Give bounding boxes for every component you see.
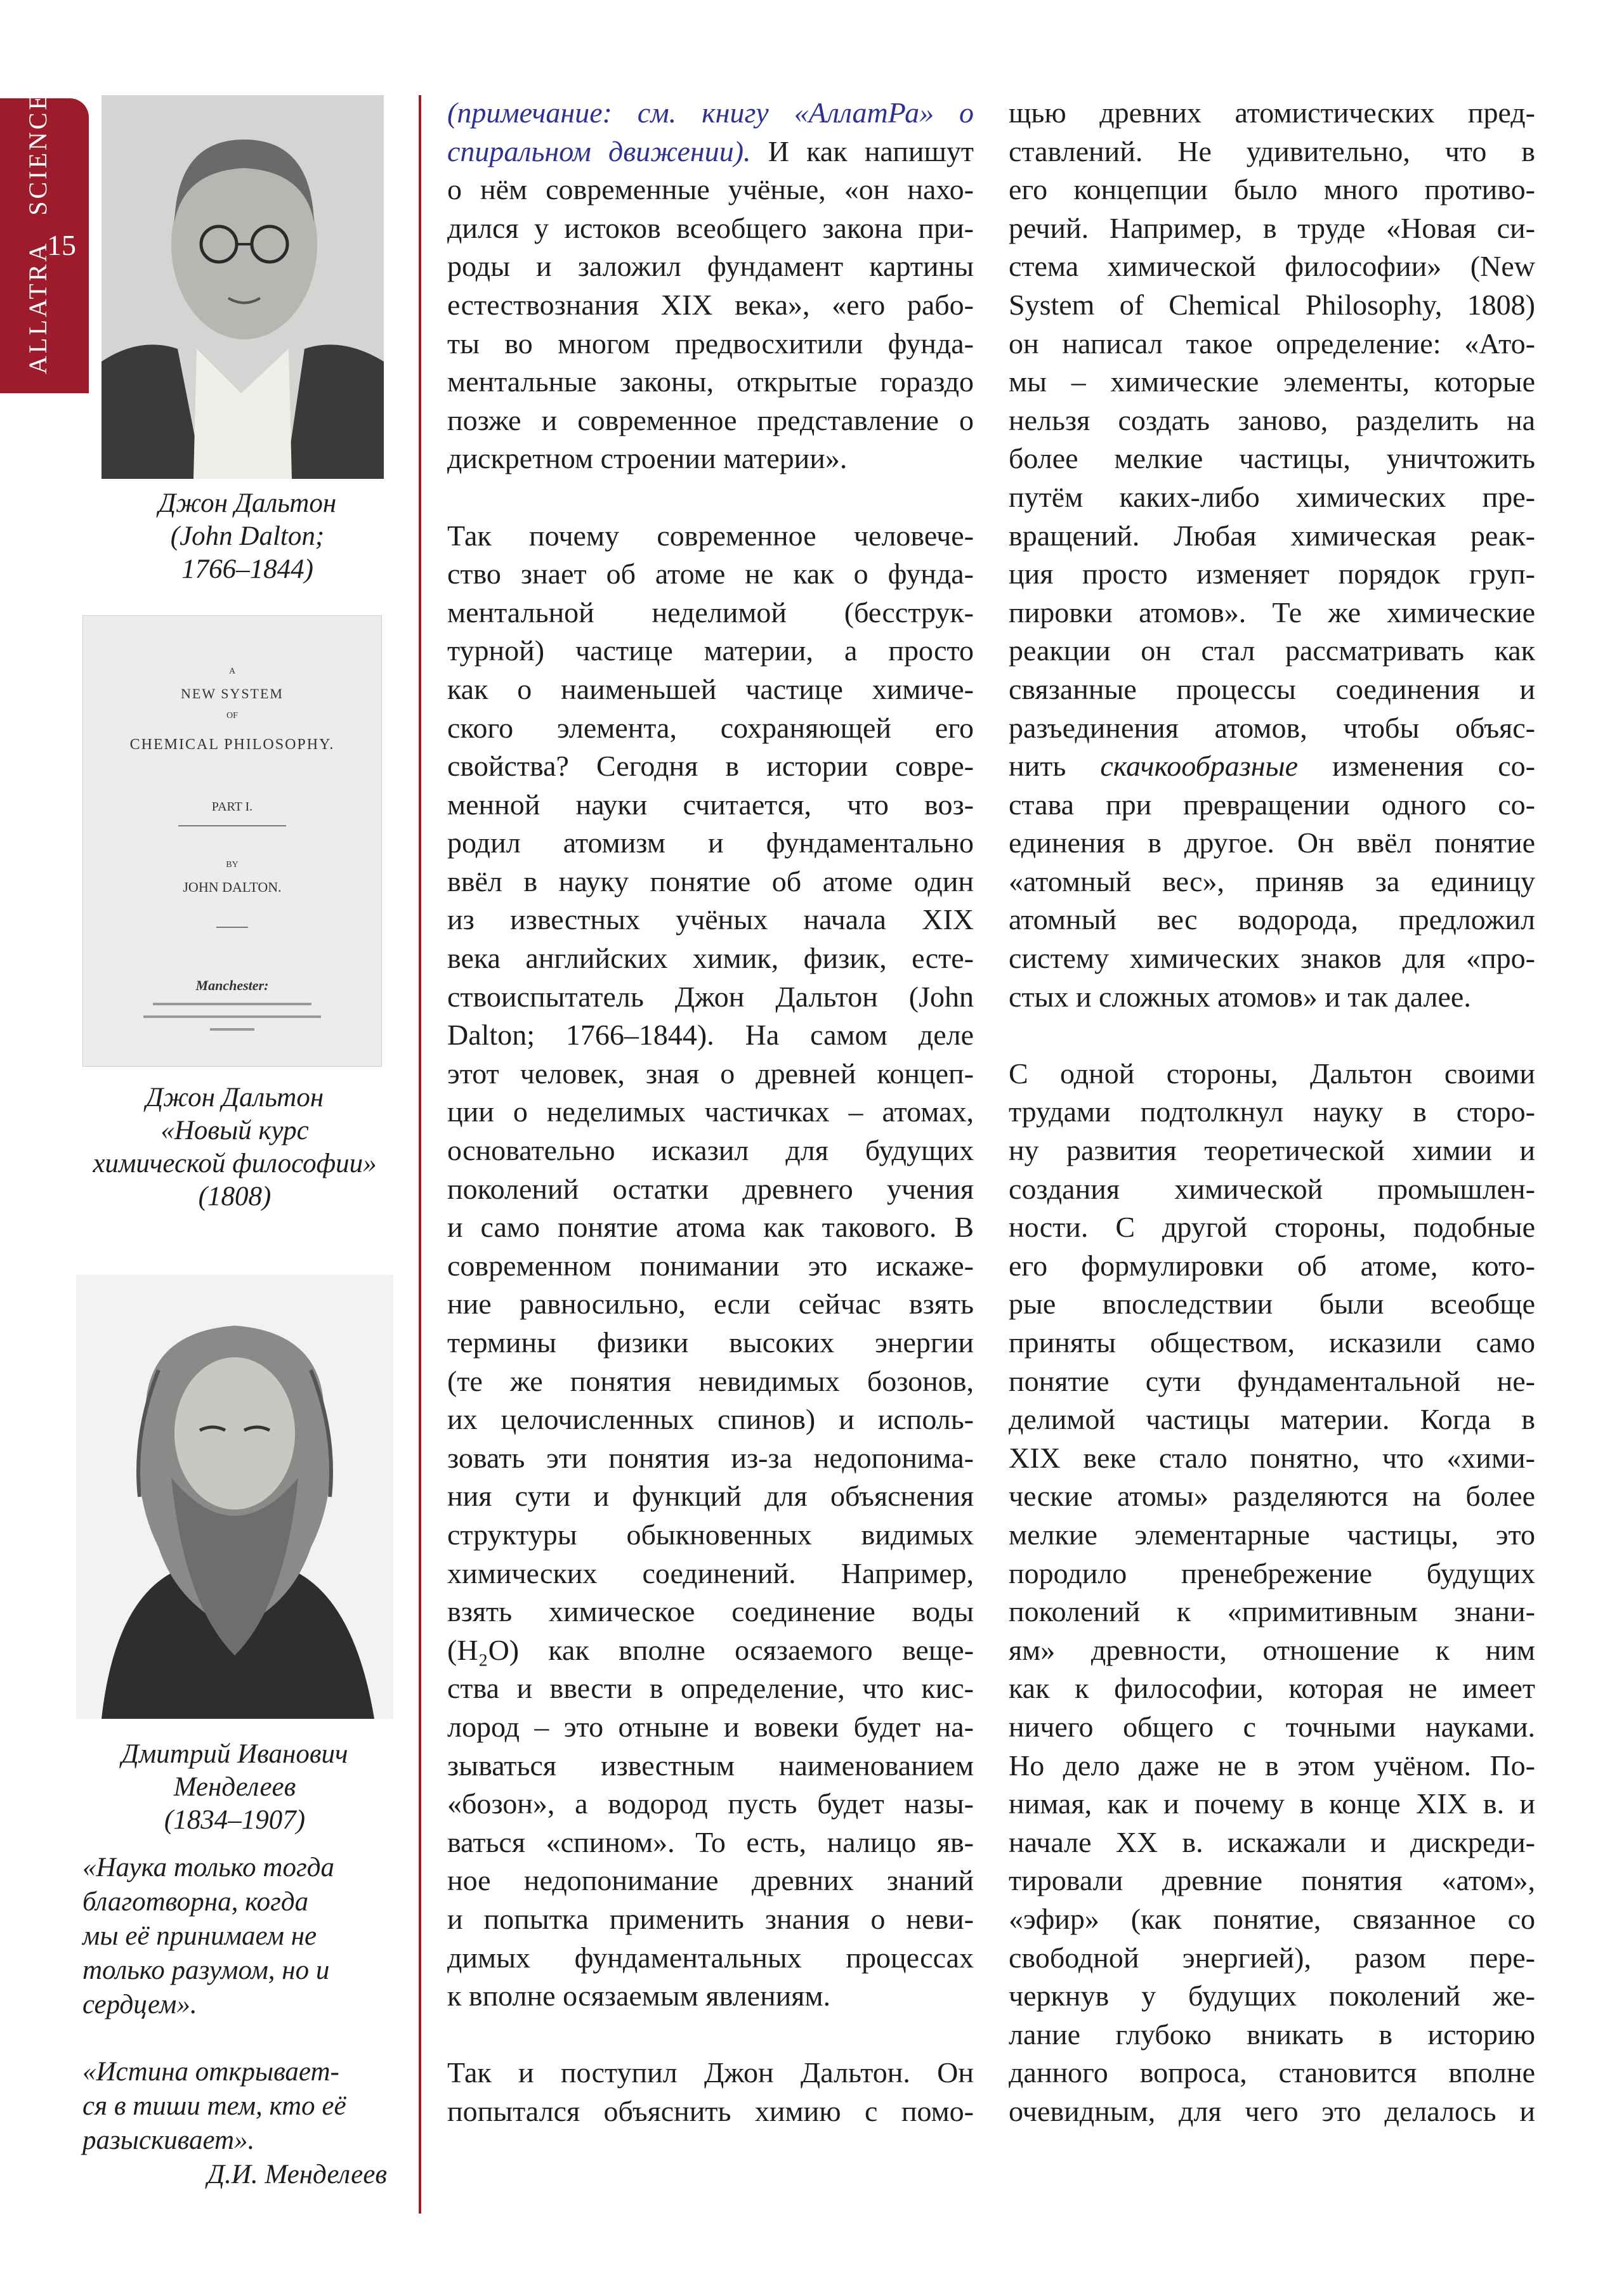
- text-line: реакции он стал рассматривать как: [1009, 634, 1535, 667]
- text-line: из известных учёных начала XIX: [447, 903, 974, 936]
- imprint-line: [153, 1003, 311, 1005]
- book-title-page: [82, 615, 382, 1067]
- mendeleev-caption: [89, 1738, 381, 1837]
- text-line: ям» древности, отношение к ним: [1009, 1633, 1535, 1666]
- text-line: термины физики высоких энергии: [447, 1326, 974, 1359]
- title-page-line: BY: [226, 860, 239, 870]
- imprint-line: [143, 1015, 321, 1018]
- caption-line: Дмитрий Иванович: [121, 1739, 348, 1769]
- text-line: вращений. Любая химическая реак-: [1009, 519, 1535, 552]
- mendeleev-portrait-image: [76, 1275, 393, 1719]
- text-line: рые впоследствии были всеобще: [1009, 1288, 1535, 1321]
- book-caption: [76, 1081, 393, 1213]
- text-line: пировки атомов». Те же химические: [1009, 596, 1535, 629]
- text-line: их целочисленных спинов) и исполь-: [447, 1403, 974, 1436]
- text-line: тировали древние понятия «атом»,: [1009, 1864, 1535, 1897]
- quote-line: благотворна, когда: [82, 1887, 309, 1917]
- text-line: как к философии, которая не имеет: [1009, 1672, 1535, 1705]
- caption-line: Джон Дальтон: [145, 1083, 324, 1112]
- text-line: Но дело даже не в этом учёном. По-: [1009, 1749, 1535, 1782]
- book-reference: спиральном движении).: [447, 134, 751, 167]
- text-line: естествознания XIX века», «его рабо-: [447, 288, 974, 321]
- quote-line: «Истина открывает-: [82, 2057, 339, 2087]
- dalton-caption: [114, 487, 381, 586]
- mendeleev-quote-2: [82, 2055, 387, 2192]
- imprint-line: [210, 1028, 254, 1031]
- text-line: ты во многом предвосхитили фунда-: [447, 327, 974, 360]
- text-line: систему химических знаков для «про-: [1009, 942, 1535, 975]
- text-line: его формулировки об атоме, кото-: [1009, 1249, 1535, 1282]
- text-line: более мелкие частицы, уничтожить: [1009, 442, 1535, 475]
- text-line: свободной энергией), разом пере-: [1009, 1941, 1535, 1974]
- brand-label: ALLATRA: [23, 240, 52, 374]
- text-line: ментальной неделимой (бесструк-: [447, 596, 974, 629]
- quote-line: разыскивает».: [82, 2125, 255, 2155]
- title-page-rule: [178, 825, 286, 826]
- text-line: «атомный вес», приняв за единицу: [1009, 864, 1535, 897]
- text-line: стых и сложных атомов» и так далее.: [1009, 980, 1471, 1013]
- text-line: «бозон», а водород пусть будет назы-: [447, 1787, 974, 1820]
- text-line: как о наименьшей частице химиче-: [447, 672, 974, 705]
- text-line: к вполне осязаемым явлениям.: [447, 1980, 831, 2012]
- text-line: ничего общего с точными науками.: [1009, 1710, 1535, 1743]
- text-line: поколений остатки древнего учения: [447, 1172, 974, 1205]
- text-line: позже и современное представление о: [447, 403, 974, 436]
- text-line: породило пренебрежение будущих: [1009, 1556, 1535, 1589]
- text-span: нить: [1009, 750, 1101, 783]
- mendeleev-quote-1: [82, 1851, 387, 2022]
- text-line: System of Chemical Philosophy, 1808): [1009, 288, 1535, 321]
- section-label: SCIENCE: [23, 92, 52, 216]
- text-line: ского элемента, сохраняющей его: [447, 711, 974, 744]
- text-line: делимой частицы материи. Когда в: [1009, 1403, 1535, 1436]
- title-page-rule: [216, 927, 248, 928]
- text-line: атомный вес водорода, предложил: [1009, 903, 1535, 936]
- text-line: черкнув у будущих поколений же-: [1009, 1980, 1535, 2012]
- text-line: зовать эти понятия из-за недопонима-: [447, 1441, 974, 1474]
- text-line: химических соединений. Например,: [447, 1556, 974, 1589]
- text-line: и попытка применить знания о неви-: [447, 1902, 974, 1935]
- text-line: XIX веке стало понятно, что «хими-: [1009, 1441, 1535, 1474]
- text-line: С одной стороны, Дальтон своими: [1009, 1057, 1535, 1090]
- text-line: ния сути и функций для объяснения: [447, 1480, 974, 1513]
- caption-line: химической философии»: [93, 1149, 377, 1178]
- text-line: структуры обыкновенных видимых: [447, 1518, 974, 1551]
- title-page-line: JOHN DALTON.: [183, 879, 282, 895]
- text-line: става при превращении одного со-: [1009, 788, 1535, 821]
- text-line: создания химической промышлен-: [1009, 1172, 1535, 1205]
- text-line: ство знает об атоме не как о фунда-: [447, 558, 974, 590]
- text-line: поколений к «примитивным знани-: [1009, 1595, 1535, 1628]
- title-page-line: Manchester:: [195, 977, 269, 993]
- text-line: очевидным, для чего это делалось и: [1009, 2094, 1535, 2127]
- text-line: ввёл в науку понятие об атоме один: [447, 864, 974, 897]
- quote-line: только разумом, но и: [82, 1955, 330, 1985]
- title-page-line: NEW SYSTEM: [181, 686, 284, 701]
- text-line: ну развития теоретической химии и: [1009, 1134, 1535, 1167]
- text-line: ствоиспытатель Джон Дальтон (John: [447, 980, 974, 1013]
- text-line: [447, 133, 974, 171]
- title-page-line: PART I.: [211, 800, 253, 814]
- page-number: 15: [47, 229, 76, 261]
- article-column-right: [1009, 94, 1535, 2130]
- quote-line: сердцем».: [82, 1990, 197, 2019]
- emphasis-word: скачкообразные: [1100, 750, 1299, 783]
- text-line: ция просто изменяет порядок груп-: [1009, 558, 1535, 590]
- text-line: основательно исказил для будущих: [447, 1134, 974, 1167]
- text-line: ваться «спином». То есть, налицо яв-: [447, 1825, 974, 1858]
- title-page-line: OF: [226, 711, 238, 721]
- quote-signature: Д.И. Менделеев: [207, 2160, 387, 2189]
- text-line: менной науки считается, что воз-: [447, 788, 974, 821]
- text-line: понятие сути фундаментальной не-: [1009, 1364, 1535, 1397]
- quote-line: ся в тиши тем, кто её: [82, 2091, 346, 2121]
- text-line: и само понятие атома как такового. В: [447, 1211, 974, 1244]
- text-line: Так почему современное человече-: [447, 519, 974, 552]
- text-line: (H₂O) как вполне осязаемого веще-: [447, 1633, 974, 1666]
- quote-line: мы её принимаем не: [82, 1921, 317, 1951]
- text-line: роды и заложил фундамент картины: [447, 250, 974, 283]
- caption-line: (1834–1907): [164, 1805, 306, 1835]
- text-line: данного вопроса, становится вполне: [1009, 2056, 1535, 2089]
- text-line: мелкие элементарные частицы, это: [1009, 1518, 1535, 1551]
- text-line: ное недопонимание древних знаний: [447, 1864, 974, 1897]
- text-line: ментальные законы, открытые гораздо: [447, 365, 974, 398]
- text-line: [1009, 747, 1535, 786]
- text-line: взять химическое соединение воды: [447, 1595, 974, 1628]
- text-line: речий. Например, в труде «Новая си-: [1009, 211, 1535, 244]
- text-line: попытался объяснить химию с помо-: [447, 2094, 974, 2127]
- text-span: изменения со-: [1298, 750, 1535, 783]
- text-line: современном понимании это искаже-: [447, 1249, 974, 1282]
- text-line: трудами подтолкнул науку в сторо-: [1009, 1095, 1535, 1128]
- text-line: димых фундаментальных процессах: [447, 1941, 974, 1974]
- caption-line: Менделеев: [173, 1772, 296, 1802]
- text-line: ности. С другой стороны, подобные: [1009, 1211, 1535, 1244]
- text-line: ции о неделимых частичках – атомах,: [447, 1095, 974, 1128]
- text-line: (примечание: см. книгу «АллатРа» о: [447, 96, 974, 129]
- text-line: он написал такое определение: «Ато-: [1009, 327, 1535, 360]
- text-line: Dalton; 1766–1844). На самом деле: [447, 1019, 974, 1052]
- quote-line: «Наука только тогда: [82, 1853, 334, 1882]
- text-line: века английских химик, физик, есте-: [447, 942, 974, 975]
- caption-line: «Новый курс: [160, 1116, 309, 1145]
- mendeleev-portrait: [76, 1275, 393, 1719]
- text-line: (те же понятия невидимых бозонов,: [447, 1364, 974, 1397]
- text-line: этот человек, зная о древней концеп-: [447, 1057, 974, 1090]
- text-line: единения в другое. Он ввёл понятие: [1009, 826, 1535, 859]
- column-divider: [419, 95, 421, 2214]
- text-line: начале XX в. искажали и дискреди-: [1009, 1825, 1535, 1858]
- text-line: щью древних атомистических пред-: [1009, 96, 1535, 129]
- text-line: лание глубоко вникать в историю: [1009, 2018, 1535, 2051]
- title-page-line: CHEMICAL PHILOSOPHY.: [129, 736, 335, 753]
- text-line: его концепции было много противо-: [1009, 173, 1535, 206]
- caption-line: (John Dalton;: [170, 521, 325, 551]
- text-line: «эфир» (как понятие, связанное со: [1009, 1902, 1535, 1935]
- text-line: нимая, как и почему в конце XIX в. и: [1009, 1787, 1535, 1820]
- text-line: нельзя создать заново, разделить на: [1009, 403, 1535, 436]
- text-line: зываться известным наименованием: [447, 1749, 974, 1782]
- caption-line: (1808): [198, 1182, 272, 1211]
- text-line: ческие атомы» разделяются на более: [1009, 1480, 1535, 1513]
- text-line: приняты обществом, исказили само: [1009, 1326, 1535, 1359]
- text-line: путём каких-либо химических пре-: [1009, 480, 1535, 513]
- title-page-line: A: [228, 667, 236, 676]
- text-line: связанные процессы соединения и: [1009, 672, 1535, 705]
- text-line: Так и поступил Джон Дальтон. Он: [447, 2056, 974, 2089]
- text-line: о нём современные учёные, «он нахо-: [447, 173, 974, 206]
- text-line: ние равносильно, если сейчас взять: [447, 1288, 974, 1321]
- caption-line: 1766–1844): [181, 554, 313, 584]
- text-line: ства и ввести в определение, что кис-: [447, 1672, 974, 1705]
- text-line: разъединения атомов, чтобы объяс-: [1009, 711, 1535, 744]
- text-line: ставлений. Не удивительно, что в: [1009, 134, 1535, 167]
- text-line: лород – это отныне и вовеки будет на-: [447, 1710, 974, 1743]
- text-span: И как напишут: [768, 134, 974, 167]
- text-line: дился у истоков всеобщего закона при-: [447, 211, 974, 244]
- dalton-portrait-image: [102, 95, 384, 479]
- text-line: свойства? Сегодня в истории совре-: [447, 750, 974, 783]
- text-line: мы – химические элементы, которые: [1009, 365, 1535, 398]
- text-line: дискретном строении материи».: [447, 442, 848, 475]
- dalton-portrait: [102, 95, 384, 479]
- caption-line: Джон Дальтон: [158, 488, 337, 518]
- text-line: турной) частице материи, а просто: [447, 634, 974, 667]
- text-line: стема химической философии» (New: [1009, 250, 1535, 283]
- text-line: родил атомизм и фундаментально: [447, 826, 974, 859]
- article-column-middle: [447, 94, 974, 2130]
